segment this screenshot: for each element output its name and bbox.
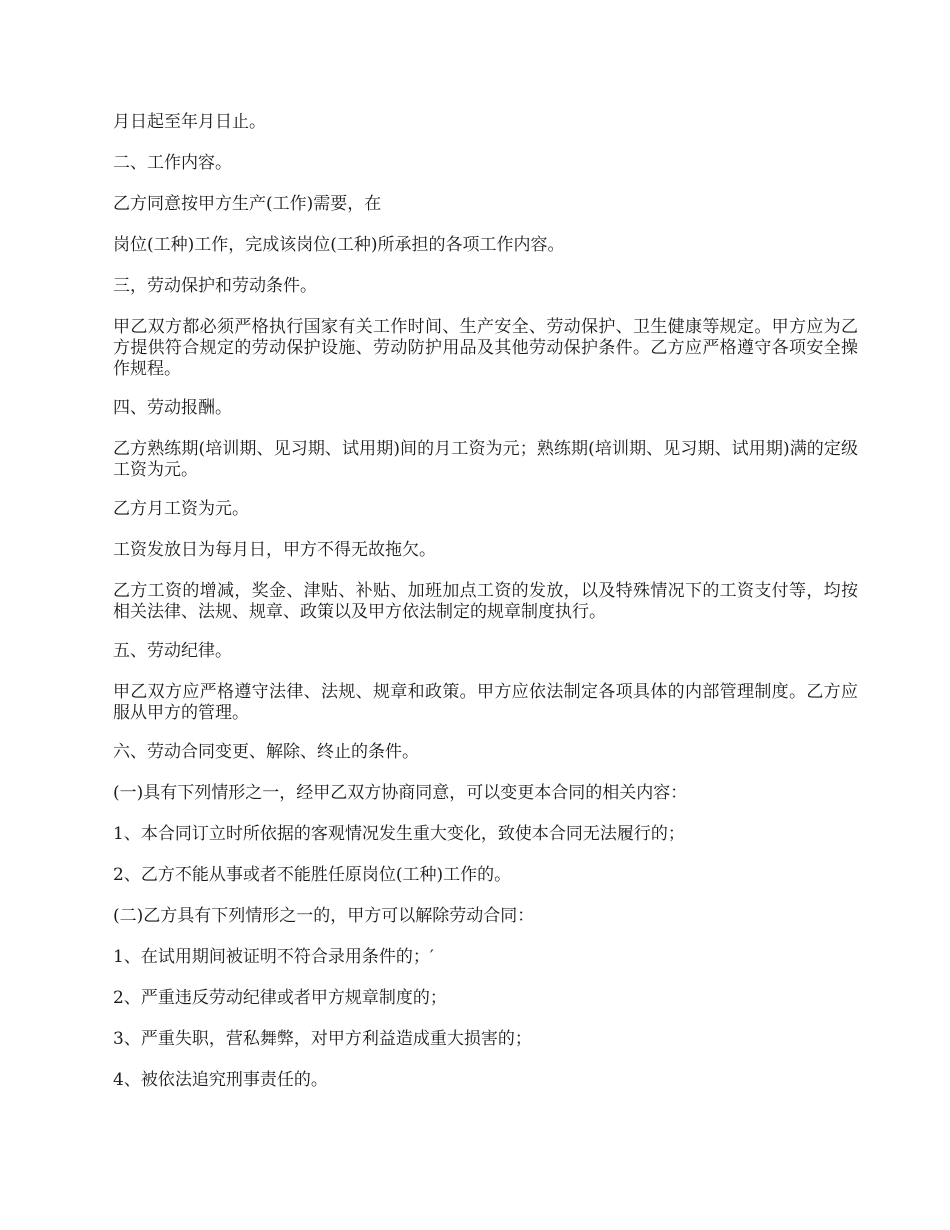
paragraph-probation-wage: 乙方熟练期(培训期、见习期、试用期)间的月工资为元；熟练期(培训期、见习期、试用期)满的定级工资为元。 [113, 439, 858, 480]
list-item-termination-1: 1、在试用期间被证明不符合录用条件的；′ [113, 947, 434, 967]
heading-contract-changes: 六、劳动合同变更、解除、终止的条件。 [113, 742, 419, 762]
list-item-change-1: 1、本合同订立时所依据的客观情况发生重大变化，致使本合同无法履行的； [113, 824, 685, 844]
list-item-termination-2: 2、严重违反劳动纪律或者甲方规章制度的； [113, 988, 447, 1008]
heading-work-content: 二、工作内容。 [113, 153, 232, 173]
paragraph-labor-discipline: 甲乙双方应严格遵守法律、法规、规章和政策。甲方应依法制定各项具体的内部管理制度。乙方应服从甲方的管理。 [113, 682, 858, 723]
paragraph-job-post: 岗位(工种)工作，完成该岗位(工种)所承担的各项工作内容。 [113, 235, 565, 255]
paragraph-monthly-wage: 乙方月工资为元。 [113, 499, 249, 519]
paragraph-pay-day: 工资发放日为每月日，甲方不得无故拖欠。 [113, 540, 436, 560]
list-item-termination-4: 4、被依法追究刑事责任的。 [113, 1070, 328, 1090]
paragraph-wage-changes: 乙方工资的增减，奖金、津贴、补贴、加班加点工资的发放，以及特殊情况下的工资支付等，均按相关法律、法规、规章、政策以及甲方依法制定的规章制度执行。 [113, 581, 858, 622]
paragraph-change-conditions: (一)具有下列情形之一，经甲乙双方协商同意，可以变更本合同的相关内容： [113, 783, 688, 803]
paragraph-termination-conditions: (二)乙方具有下列情形之一的，甲方可以解除劳动合同： [113, 906, 535, 926]
list-item-change-2: 2、乙方不能从事或者不能胜任原岗位(工种)工作的。 [113, 865, 512, 885]
paragraph-labor-protection: 甲乙双方都必须严格执行国家有关工作时间、生产安全、劳动保护、卫生健康等规定。甲方应为乙方提供符合规定的劳动保护设施、劳动防护用品及其他劳动保护条件。乙方应严格遵守各项安全操作规程。 [113, 317, 858, 379]
heading-labor-discipline: 五、劳动纪律。 [113, 641, 232, 661]
document-body [113, 112, 858, 1111]
heading-remuneration: 四、劳动报酬。 [113, 398, 232, 418]
heading-labor-protection: 三，劳动保护和劳动条件。 [113, 276, 317, 296]
paragraph-term-dates: 月日起至年月日止。 [113, 112, 266, 132]
paragraph-work-need: 乙方同意按甲方生产(工作)需要，在 [113, 194, 382, 214]
list-item-termination-3: 3、严重失职，营私舞弊，对甲方利益造成重大损害的； [113, 1029, 532, 1049]
